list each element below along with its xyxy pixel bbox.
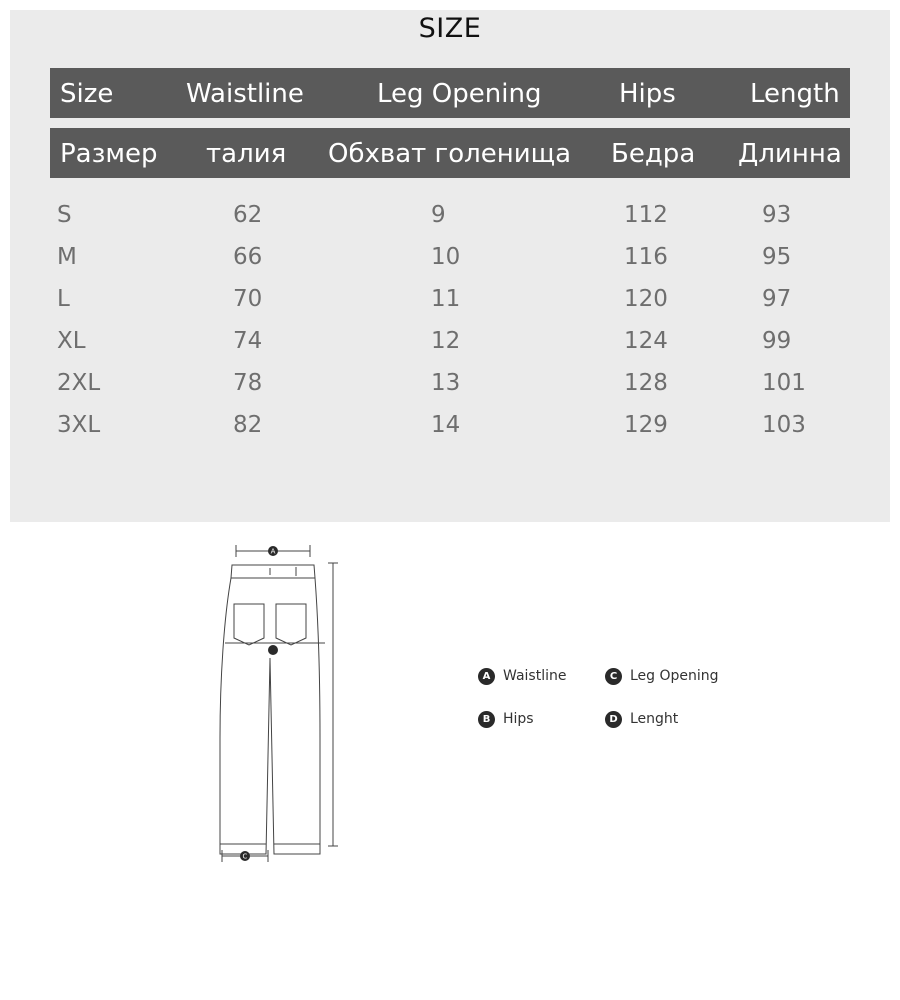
cell-hips: 128 xyxy=(624,370,668,396)
marker-c-label: C xyxy=(242,852,248,861)
table-row xyxy=(0,200,900,242)
cell-length: 103 xyxy=(762,412,806,438)
cell-hips: 120 xyxy=(624,286,668,312)
header-leg-opening: Leg Opening xyxy=(377,79,542,109)
letter-d-icon: D xyxy=(605,711,622,728)
left-pocket xyxy=(234,604,264,645)
cell-leg-opening: 10 xyxy=(431,244,461,270)
header-hips: Hips xyxy=(619,79,676,109)
cell-hips: 124 xyxy=(624,328,668,354)
header-length: Length xyxy=(750,79,840,109)
cell-leg-opening: 11 xyxy=(431,286,461,312)
cell-length: 101 xyxy=(762,370,806,396)
waistband xyxy=(231,565,315,578)
letter-b-icon: B xyxy=(478,711,495,728)
cell-size: S xyxy=(57,202,72,228)
table-row xyxy=(0,242,900,284)
cell-size: XL xyxy=(57,328,86,354)
table-row xyxy=(0,284,900,326)
marker-b-icon xyxy=(268,645,278,655)
marker-a-label: A xyxy=(270,547,276,556)
legend-label: Hips xyxy=(503,711,534,727)
cell-hips: 112 xyxy=(624,202,668,228)
header-row-russian xyxy=(50,128,850,178)
legend-item xyxy=(478,710,534,730)
cell-waistline: 62 xyxy=(233,202,263,228)
header-waistline: Waistline xyxy=(186,79,304,109)
legend-item xyxy=(605,667,719,687)
table-row xyxy=(0,368,900,410)
header-hips-ru: Бедра xyxy=(611,139,696,169)
legend-label: Waistline xyxy=(503,668,567,684)
header-leg-opening-ru: Обхват голенища xyxy=(328,139,572,169)
cell-length: 99 xyxy=(762,328,792,354)
cell-length: 93 xyxy=(762,202,792,228)
pants-outline xyxy=(220,578,320,854)
cell-waistline: 74 xyxy=(233,328,263,354)
page-title: SIZE xyxy=(418,13,482,44)
table-row xyxy=(0,326,900,368)
table-row xyxy=(0,410,900,452)
legend-item xyxy=(605,710,678,730)
cell-hips: 129 xyxy=(624,412,668,438)
cell-size: M xyxy=(57,244,77,270)
cell-waistline: 82 xyxy=(233,412,263,438)
header-waistline-ru: талия xyxy=(206,139,287,169)
cell-leg-opening: 12 xyxy=(431,328,461,354)
cell-waistline: 78 xyxy=(233,370,263,396)
right-pocket xyxy=(276,604,306,645)
cell-leg-opening: 14 xyxy=(431,412,461,438)
header-length-ru: Длинна xyxy=(738,139,842,169)
pants-diagram xyxy=(200,538,360,868)
cell-size: 2XL xyxy=(57,370,101,396)
legend-label: Leg Opening xyxy=(630,668,719,684)
cell-length: 97 xyxy=(762,286,792,312)
cell-size: 3XL xyxy=(57,412,101,438)
cell-leg-opening: 13 xyxy=(431,370,461,396)
header-size: Size xyxy=(60,79,114,109)
legend-label: Lenght xyxy=(630,711,679,727)
cell-length: 95 xyxy=(762,244,792,270)
cell-waistline: 66 xyxy=(233,244,263,270)
header-size-ru: Размер xyxy=(60,139,158,169)
legend-item xyxy=(478,667,566,687)
letter-c-icon: C xyxy=(605,668,622,685)
header-row-english xyxy=(50,68,850,118)
cell-size: L xyxy=(57,286,70,312)
cell-hips: 116 xyxy=(624,244,668,270)
cell-waistline: 70 xyxy=(233,286,263,312)
letter-a-icon: A xyxy=(478,668,495,685)
cell-leg-opening: 9 xyxy=(431,202,446,228)
